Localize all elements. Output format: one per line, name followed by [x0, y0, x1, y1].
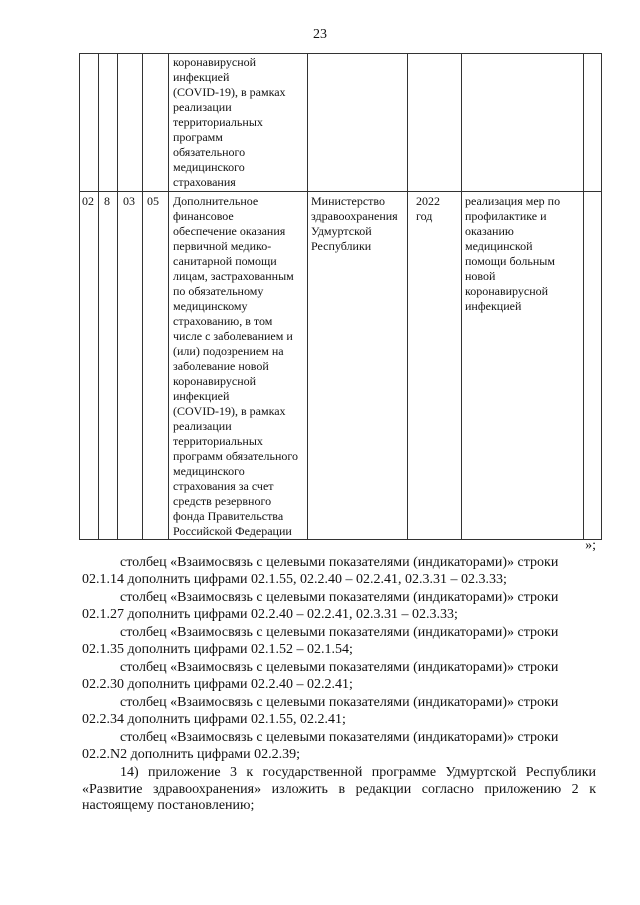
table-col-divider — [142, 54, 143, 539]
table-col-divider — [168, 54, 169, 539]
amendment-line-first: столбец «Взаимосвязь с целевыми показателями (индикаторами)» строки — [120, 590, 559, 605]
amendment-item — [82, 625, 596, 658]
row-executor: Министерство здравоохранения Удмуртской Республики — [311, 194, 398, 253]
table-row-divider — [80, 191, 601, 192]
amendment-line-first: столбец «Взаимосвязь с целевыми показателями (индикаторами)» строки — [120, 625, 559, 640]
row-code-om: 03 — [123, 194, 135, 208]
table-col-divider — [583, 54, 584, 539]
amendment-line-first: столбец «Взаимосвязь с целевыми показателями (индикаторами)» строки — [120, 695, 559, 710]
row-name: Дополнительное финансовое обеспечение оказания первичной медико- санитарной помощи лицам, застрахованным по обязательному медицинскому страхованию, в том числе с заболеванием и (или) подозрением на заболевание новой коронавирусной инфекцией (COVID-19), в рамках реализации территориальных программ обязательного медицинского страхования за счет средств резервного фонда Правительства Российской Федерации — [173, 194, 299, 538]
amendment-line-second: 02.2.30 дополнить цифрами 02.2.40 – 02.2.41; — [82, 676, 353, 692]
amendment-item — [82, 660, 596, 693]
row-result: реализация мер по профилактике и оказанию медицинской помощи больным новой коронавирусной инфекцией — [465, 194, 561, 313]
page-number: 23 — [313, 27, 327, 42]
amendment-line-first: столбец «Взаимосвязь с целевыми показателями (индикаторами)» строки — [120, 555, 559, 570]
row-code-gp: 02 — [82, 194, 94, 208]
row-code-m: 05 — [147, 194, 159, 208]
amendment-table — [79, 53, 602, 540]
amendment-line-second: 02.1.27 дополнить цифрами 02.2.40 – 02.2.41, 02.3.31 – 02.3.33; — [82, 606, 458, 622]
amendment-item — [82, 730, 596, 763]
table-col-divider — [117, 54, 118, 539]
row-term: 2022 год — [416, 194, 440, 223]
table-col-divider — [461, 54, 462, 539]
amendment-line-second: 02.1.14 дополнить цифрами 02.1.55, 02.2.40 – 02.2.41, 02.3.31 – 02.3.33; — [82, 571, 507, 587]
amendment-item — [82, 555, 596, 588]
amendment-item — [82, 590, 596, 623]
continued-row-name: коронавирусной инфекцией (COVID-19), в рамках реализации территориальных программ обязательного медицинского страхования — [173, 55, 286, 189]
row-code-pp: 8 — [104, 194, 110, 208]
table-col-divider — [98, 54, 99, 539]
amendment-line-first: столбец «Взаимосвязь с целевыми показателями (индикаторами)» строки — [120, 730, 559, 745]
amendment-list — [82, 555, 596, 815]
amendment-line-second: 02.2.N2 дополнить цифрами 02.2.39; — [82, 746, 301, 762]
amendment-line-second: 02.1.35 дополнить цифрами 02.1.52 – 02.1.54; — [82, 641, 353, 657]
closing-quote: »; — [585, 538, 596, 553]
table-col-divider — [407, 54, 408, 539]
amendment-item-final — [82, 765, 596, 815]
final-paragraph: 14) приложение 3 к государственной программе Удмуртской Республики «Развитие здравоохранения» изложить в редакции согласно приложению 2 к настоящему постановлению; — [82, 765, 596, 813]
amendment-line-second: 02.2.34 дополнить цифрами 02.1.55, 02.2.41; — [82, 711, 346, 727]
amendment-item — [82, 695, 596, 728]
amendment-line-first: столбец «Взаимосвязь с целевыми показателями (индикаторами)» строки — [120, 660, 559, 675]
